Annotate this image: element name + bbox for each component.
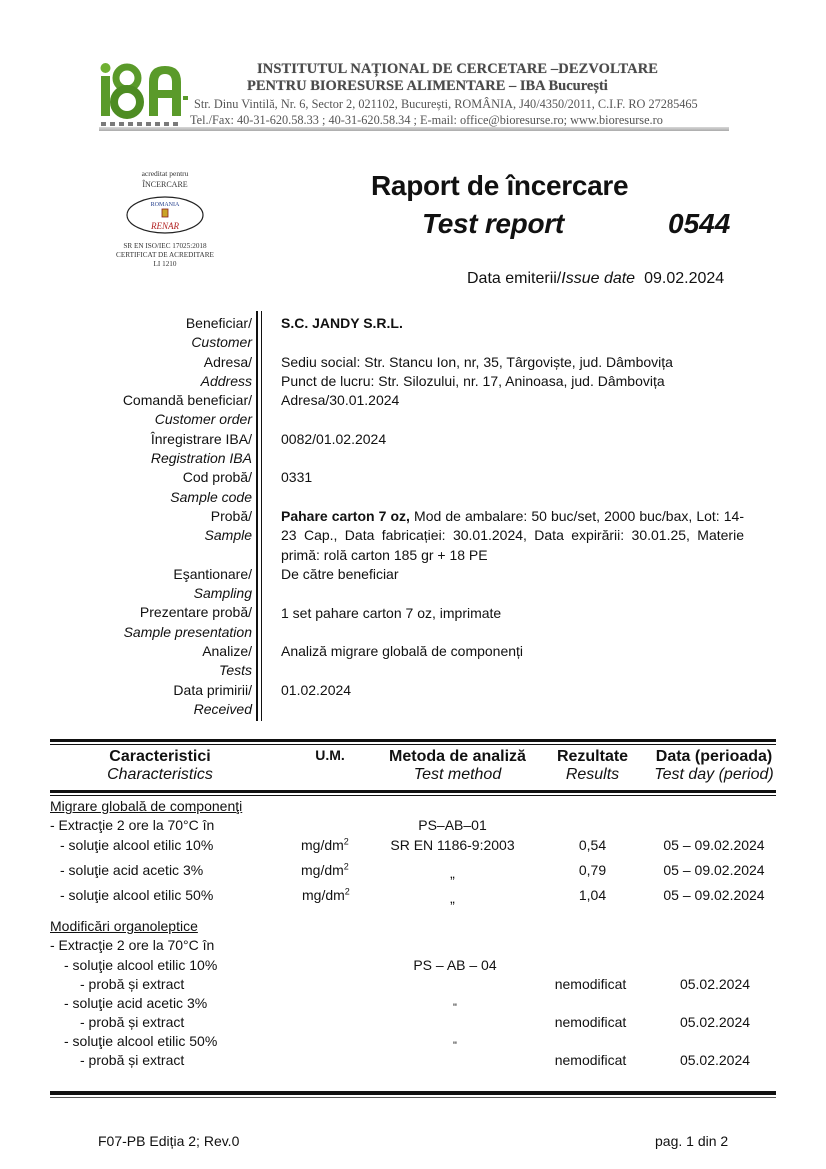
label-received-en: Received bbox=[193, 700, 252, 717]
row-sub: - probă și extract bbox=[80, 1052, 185, 1068]
label-sampling-ro: Eşantionare/ bbox=[173, 565, 252, 582]
value-sample bbox=[281, 507, 744, 565]
value-sample-details: Mod de ambalare: 50 buc/set, 2000 buc/bax, Lot: 14-23 Cap., Data fabricației: 30.01.2024, Data expirării: 30.01.25, Materie primă: rolă carton 185 gr + 18 PE bbox=[281, 508, 744, 563]
value-sampling: De către beneficiar bbox=[281, 566, 399, 582]
um-sup: 2 bbox=[343, 836, 349, 847]
label-presentation-ro: Prezentare probă/ bbox=[139, 604, 252, 621]
row-date: 05 – 09.02.2024 bbox=[663, 887, 765, 903]
header-characteristics-ro: Caracteristici bbox=[109, 748, 211, 765]
header-characteristics bbox=[95, 748, 225, 784]
header-results bbox=[550, 748, 635, 784]
header-results-en: Results bbox=[565, 766, 620, 783]
row-sub: - probă și extract bbox=[80, 976, 185, 992]
row-characteristic: - soluţie acid acetic 3% bbox=[60, 862, 204, 878]
um-text: mg/dm bbox=[302, 887, 345, 903]
report-number: 0544 bbox=[668, 208, 731, 239]
row-date: 05.02.2024 bbox=[679, 1014, 751, 1030]
value-registration: 0082/01.02.2024 bbox=[281, 430, 387, 447]
label-sample-code-ro: Cod probă/ bbox=[182, 469, 252, 486]
header-date bbox=[650, 748, 778, 784]
um-sup: 2 bbox=[343, 861, 349, 872]
info-divider bbox=[256, 311, 262, 721]
iba-logo bbox=[99, 60, 189, 130]
seal-top-text: ROMANIA bbox=[150, 202, 180, 208]
institute-name-line1: INSTITUTUL NAȚIONAL DE CERCETARE –DEZVOLTARE bbox=[257, 61, 659, 77]
row-method: " bbox=[453, 1040, 457, 1052]
institute-name-line2: PENTRU BIORESURSE ALIMENTARE – IBA București bbox=[247, 78, 608, 94]
header-date-en: Test day (period) bbox=[654, 766, 774, 783]
value-presentation: 1 set pahare carton 7 oz, imprimate bbox=[281, 604, 502, 621]
value-sample-code: 0331 bbox=[281, 469, 313, 486]
row-date: 05 – 09.02.2024 bbox=[663, 862, 765, 878]
header-results-ro: Rezultate bbox=[556, 748, 629, 765]
form-code: F07-PB Ediția 2; Rev.0 bbox=[98, 1133, 240, 1149]
value-received: 01.02.2024 bbox=[281, 681, 352, 698]
row-result: 0,79 bbox=[578, 862, 607, 878]
row-method: „ bbox=[450, 865, 455, 881]
label-customer-ro: Beneficiar/ bbox=[185, 315, 252, 331]
value-customer: S.C. JANDY S.R.L. bbox=[281, 315, 403, 331]
header-method-ro: Metoda de analiză bbox=[389, 748, 526, 765]
label-order-en: Customer order bbox=[154, 411, 252, 428]
section2-condition: - Extracţie 2 ore la 70°C în bbox=[50, 937, 215, 953]
row-result: 0,54 bbox=[578, 837, 607, 853]
header-date-ro: Data (perioada) bbox=[655, 748, 773, 765]
institute-contact: Tel./Fax: 40-31-620.58.33 ; 40-31-620.58.34 ; E-mail: office@bioresurse.ro; www.bioresurse.ro bbox=[190, 113, 663, 127]
header-divider bbox=[99, 127, 729, 131]
accreditation-line1: acreditat pentru bbox=[141, 169, 189, 178]
row-result: nemodificat bbox=[554, 1052, 627, 1068]
header-method-en: Test method bbox=[413, 766, 502, 783]
header-um: U.M. bbox=[315, 747, 345, 763]
row-date: 05.02.2024 bbox=[679, 1052, 751, 1068]
value-tests: Analiză migrare globală de componenți bbox=[281, 643, 524, 659]
label-sample-en: Sample bbox=[204, 527, 252, 544]
row-method: SR EN 1186-9:2003 bbox=[390, 837, 515, 853]
section1-condition: - Extracţie 2 ore la 70°C în bbox=[50, 817, 215, 833]
row-um bbox=[301, 837, 349, 853]
row-result: nemodificat bbox=[554, 976, 627, 992]
section2-title: Modificări organoleptice bbox=[50, 918, 198, 934]
section1-method-line1: PS–AB–01 bbox=[418, 817, 487, 833]
accreditation-block bbox=[95, 169, 235, 268]
row-characteristic: - soluţie acid acetic 3% bbox=[64, 995, 208, 1011]
label-registration-ro: Înregistrare IBA/ bbox=[150, 430, 252, 447]
row-um bbox=[301, 862, 349, 878]
issue-label-en: Issue date bbox=[561, 270, 636, 287]
institute-address: Str. Dinu Vintilă, Nr. 6, Sector 2, 021102, București, ROMÂNIA, J40/4350/2011, C.I.F. RO 27285465 bbox=[194, 97, 698, 111]
row-characteristic: - soluţie alcool etilic 50% bbox=[64, 1033, 218, 1049]
accreditation-certificate: CERTIFICAT DE ACREDITARE bbox=[116, 251, 214, 259]
row-result: nemodificat bbox=[554, 1014, 627, 1030]
label-registration-en: Registration IBA bbox=[150, 450, 252, 467]
label-customer-en: Customer bbox=[191, 334, 252, 351]
renar-seal-icon bbox=[125, 194, 205, 236]
accreditation-line2: ÎNCERCARE bbox=[142, 180, 188, 189]
row-method: " bbox=[453, 1002, 457, 1014]
label-sample-code-en: Sample code bbox=[170, 488, 252, 505]
row-method: „ bbox=[450, 890, 455, 906]
label-received-ro: Data primirii/ bbox=[173, 681, 252, 698]
row-um bbox=[302, 887, 350, 903]
um-text: mg/dm bbox=[301, 862, 344, 878]
value-address-2: Punct de lucru: Str. Silozului, nr. 17, Aninoasa, jud. Dâmbovița bbox=[281, 372, 665, 389]
page-number: pag. 1 din 2 bbox=[655, 1133, 729, 1149]
label-tests-en: Tests bbox=[219, 662, 252, 679]
label-address-ro: Adresa/ bbox=[203, 353, 252, 370]
issue-date: 09.02.2024 bbox=[644, 270, 725, 287]
header-characteristics-en: Characteristics bbox=[107, 766, 213, 783]
report-title-ro: Raport de încercare bbox=[371, 170, 629, 201]
issue-date-line bbox=[467, 270, 724, 288]
table-bottom-rule bbox=[50, 1091, 776, 1098]
section1-title: Migrare globală de componenţi bbox=[50, 798, 243, 814]
info-labels bbox=[100, 314, 252, 719]
label-sampling-en: Sampling bbox=[193, 585, 252, 602]
table-header-rule bbox=[50, 790, 776, 796]
row-sub: - probă și extract bbox=[80, 1014, 185, 1030]
row-characteristic: - soluţie alcool etilic 10% bbox=[60, 837, 214, 853]
value-order: Adresa/30.01.2024 bbox=[281, 392, 400, 409]
value-sample-name: Pahare carton 7 oz, bbox=[281, 508, 410, 524]
um-sup: 2 bbox=[344, 886, 350, 897]
accreditation-standard: SR EN ISO/IEC 17025:2018 bbox=[123, 242, 207, 250]
row-result: 1,04 bbox=[578, 887, 607, 903]
label-tests-ro: Analize/ bbox=[202, 643, 252, 660]
label-presentation-en: Sample presentation bbox=[123, 623, 252, 640]
issue-label-ro: Data emiterii/ bbox=[467, 270, 562, 287]
row-date: 05.02.2024 bbox=[679, 976, 751, 992]
value-address-1: Sediu social: Str. Stancu Ion, nr, 35, Târgoviște, jud. Dâmbovița bbox=[281, 353, 673, 370]
report-title-en: Test report bbox=[422, 208, 564, 239]
table-top-rule bbox=[50, 739, 776, 745]
label-sample-ro: Probă/ bbox=[210, 507, 252, 524]
row-date: 05 – 09.02.2024 bbox=[663, 837, 765, 853]
row-method: PS – AB – 04 bbox=[413, 957, 497, 973]
row-characteristic: - soluţie alcool etilic 50% bbox=[60, 887, 214, 903]
header-method bbox=[385, 748, 530, 784]
label-order-ro: Comandă beneficiar/ bbox=[122, 392, 252, 409]
um-text: mg/dm bbox=[301, 837, 344, 853]
accreditation-number: LI 1210 bbox=[153, 260, 177, 268]
row-characteristic: - soluţie alcool etilic 10% bbox=[64, 957, 218, 973]
seal-bottom-text: RENAR bbox=[151, 221, 179, 231]
label-address-en: Address bbox=[200, 372, 252, 389]
